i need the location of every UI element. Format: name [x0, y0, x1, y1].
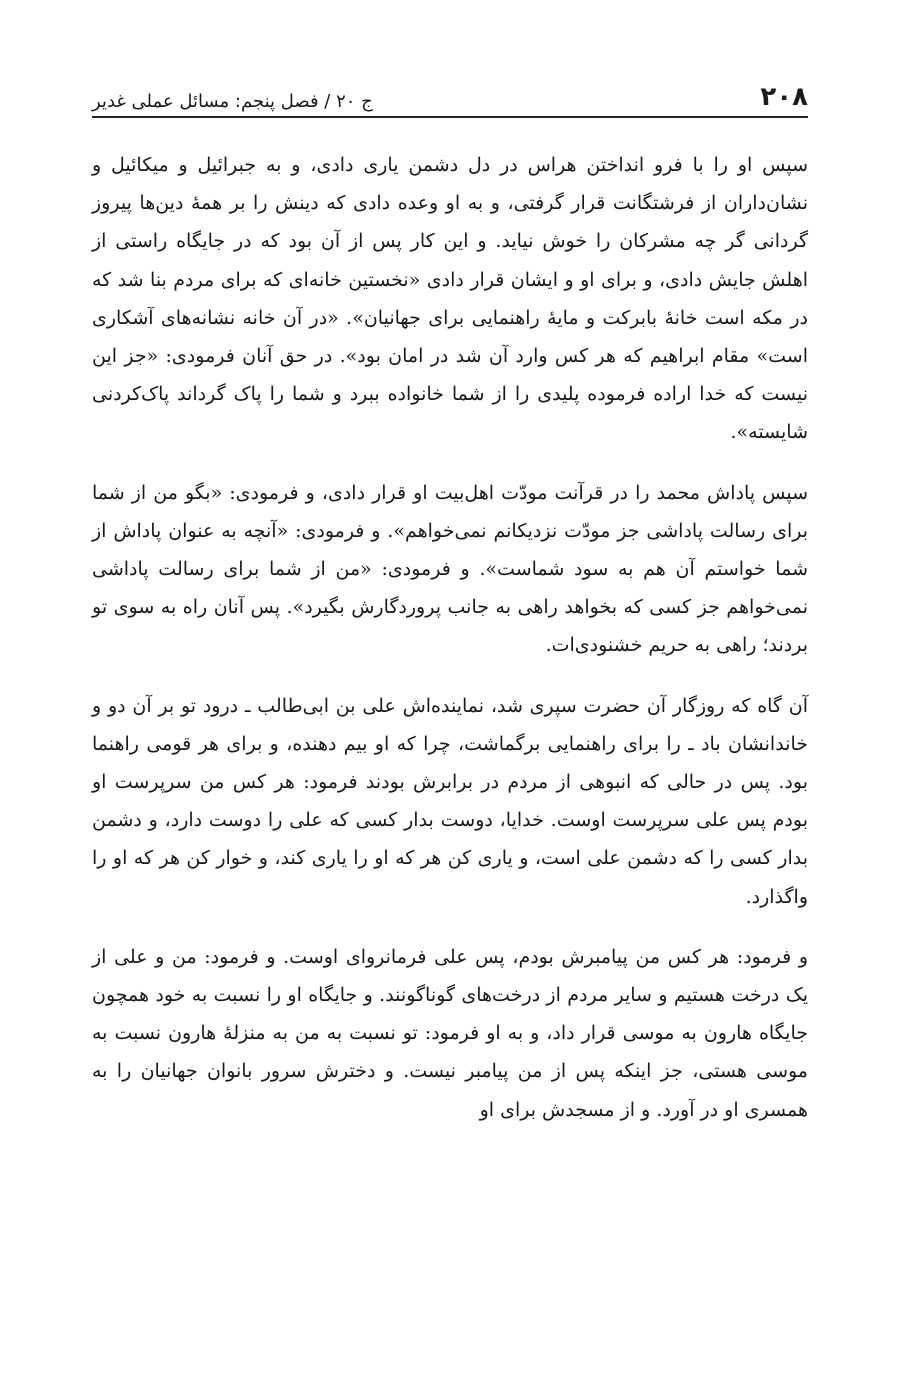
- paragraph-4: و فرمود: هر کس من پیامبرش بودم، پس علی فرمانروای اوست. و فرمود: من و علی از یک درخت هستیم و سایر مردم از درخت‌های گوناگونند. و جایگاه او را نسبت به خود همچون جایگاه هارون به موسی قرار داد، و به او فرمود: تو نسبت به من به منزلهٔ هارون نسبت به موسی هستی، جز اینکه پس از من پیامبر نیست. و دخترش سرور بانوان جهانیان را به همسری او در آورد. و از مسجدش برای او: [92, 945, 808, 1121]
- page-header: [92, 68, 808, 118]
- page-number: ۲۰۸: [760, 82, 808, 112]
- paragraph-1: سپس او را با فرو انداختن هراس در دل دشمن یاری دادی، و به جبرائیل و میکائیل و نشان‌داران از فرشتگانت قرار گرفتی، و به او وعده دادی که دینش را بر همهٔ دین‌ها پیروز گردانی گر چه مشرکان را خوش نیاید. و این کار پس از آن بود که در جایگاه راستی از اهلش جایش دادی، و برای او و ایشان قرار دادی «نخستین خانه‌ای که برای مردم بنا شد که در مکه است خانهٔ بابرکت و مایهٔ راهنمایی برای جهانیان». «در آن خانه نشانه‌های آشکاری است» مقام ابراهیم که هر کس وارد آن شد در امان بود». در حق آنان فرمودی: «جز این نیست که خدا اراده فرموده پلیدی را از شما خانواده ببرد و شما را پاک گرداند پاک‌کردنی شایسته».: [92, 154, 808, 444]
- paragraph-2: سپس پاداش محمد را در قرآنت مودّت اهل‌بیت او قرار دادی، و فرمودی: «بگو من از شما برای رسالت پاداشی جز مودّت نزدیکانم نمی‌خواهم». و فرمودی: «آنچه به عنوان پاداش از شما خواستم آن هم به سود شماست». و فرمودی: «من از شما برای رسالت پاداشی نمی‌خواهم جز کسی که بخواهد راهی به جانب پروردگارش بگیرد». پس آنان راه به سوی تو بردند؛ راهی به حریم خشنودی‌ات.: [92, 481, 808, 657]
- page-body: [92, 146, 808, 1129]
- paragraph-3: آن گاه که روزگار آن حضرت سپری شد، نماینده‌اش علی بن ابی‌طالب ـ درود تو بر آن دو و خاندانشان باد ـ را برای راهنمایی برگماشت، چرا که او بیم دهنده، و برای هر قومی راهنما بود. پس در حالی که انبوهی از مردم در برابرش بودند فرمود: هر کس من سرپرست او بودم پس علی سرپرست اوست. خدایا، دوست بدار کسی که علی را دوست دارد، و دشمن بدار کسی را که دشمن علی است، و یاری کن هر که او را یاری کند، و خوار کن هر که او را واگذارد.: [92, 694, 808, 908]
- running-title: ج ۲۰ / فصل پنجم: مسائل عملی غدیر: [92, 91, 373, 112]
